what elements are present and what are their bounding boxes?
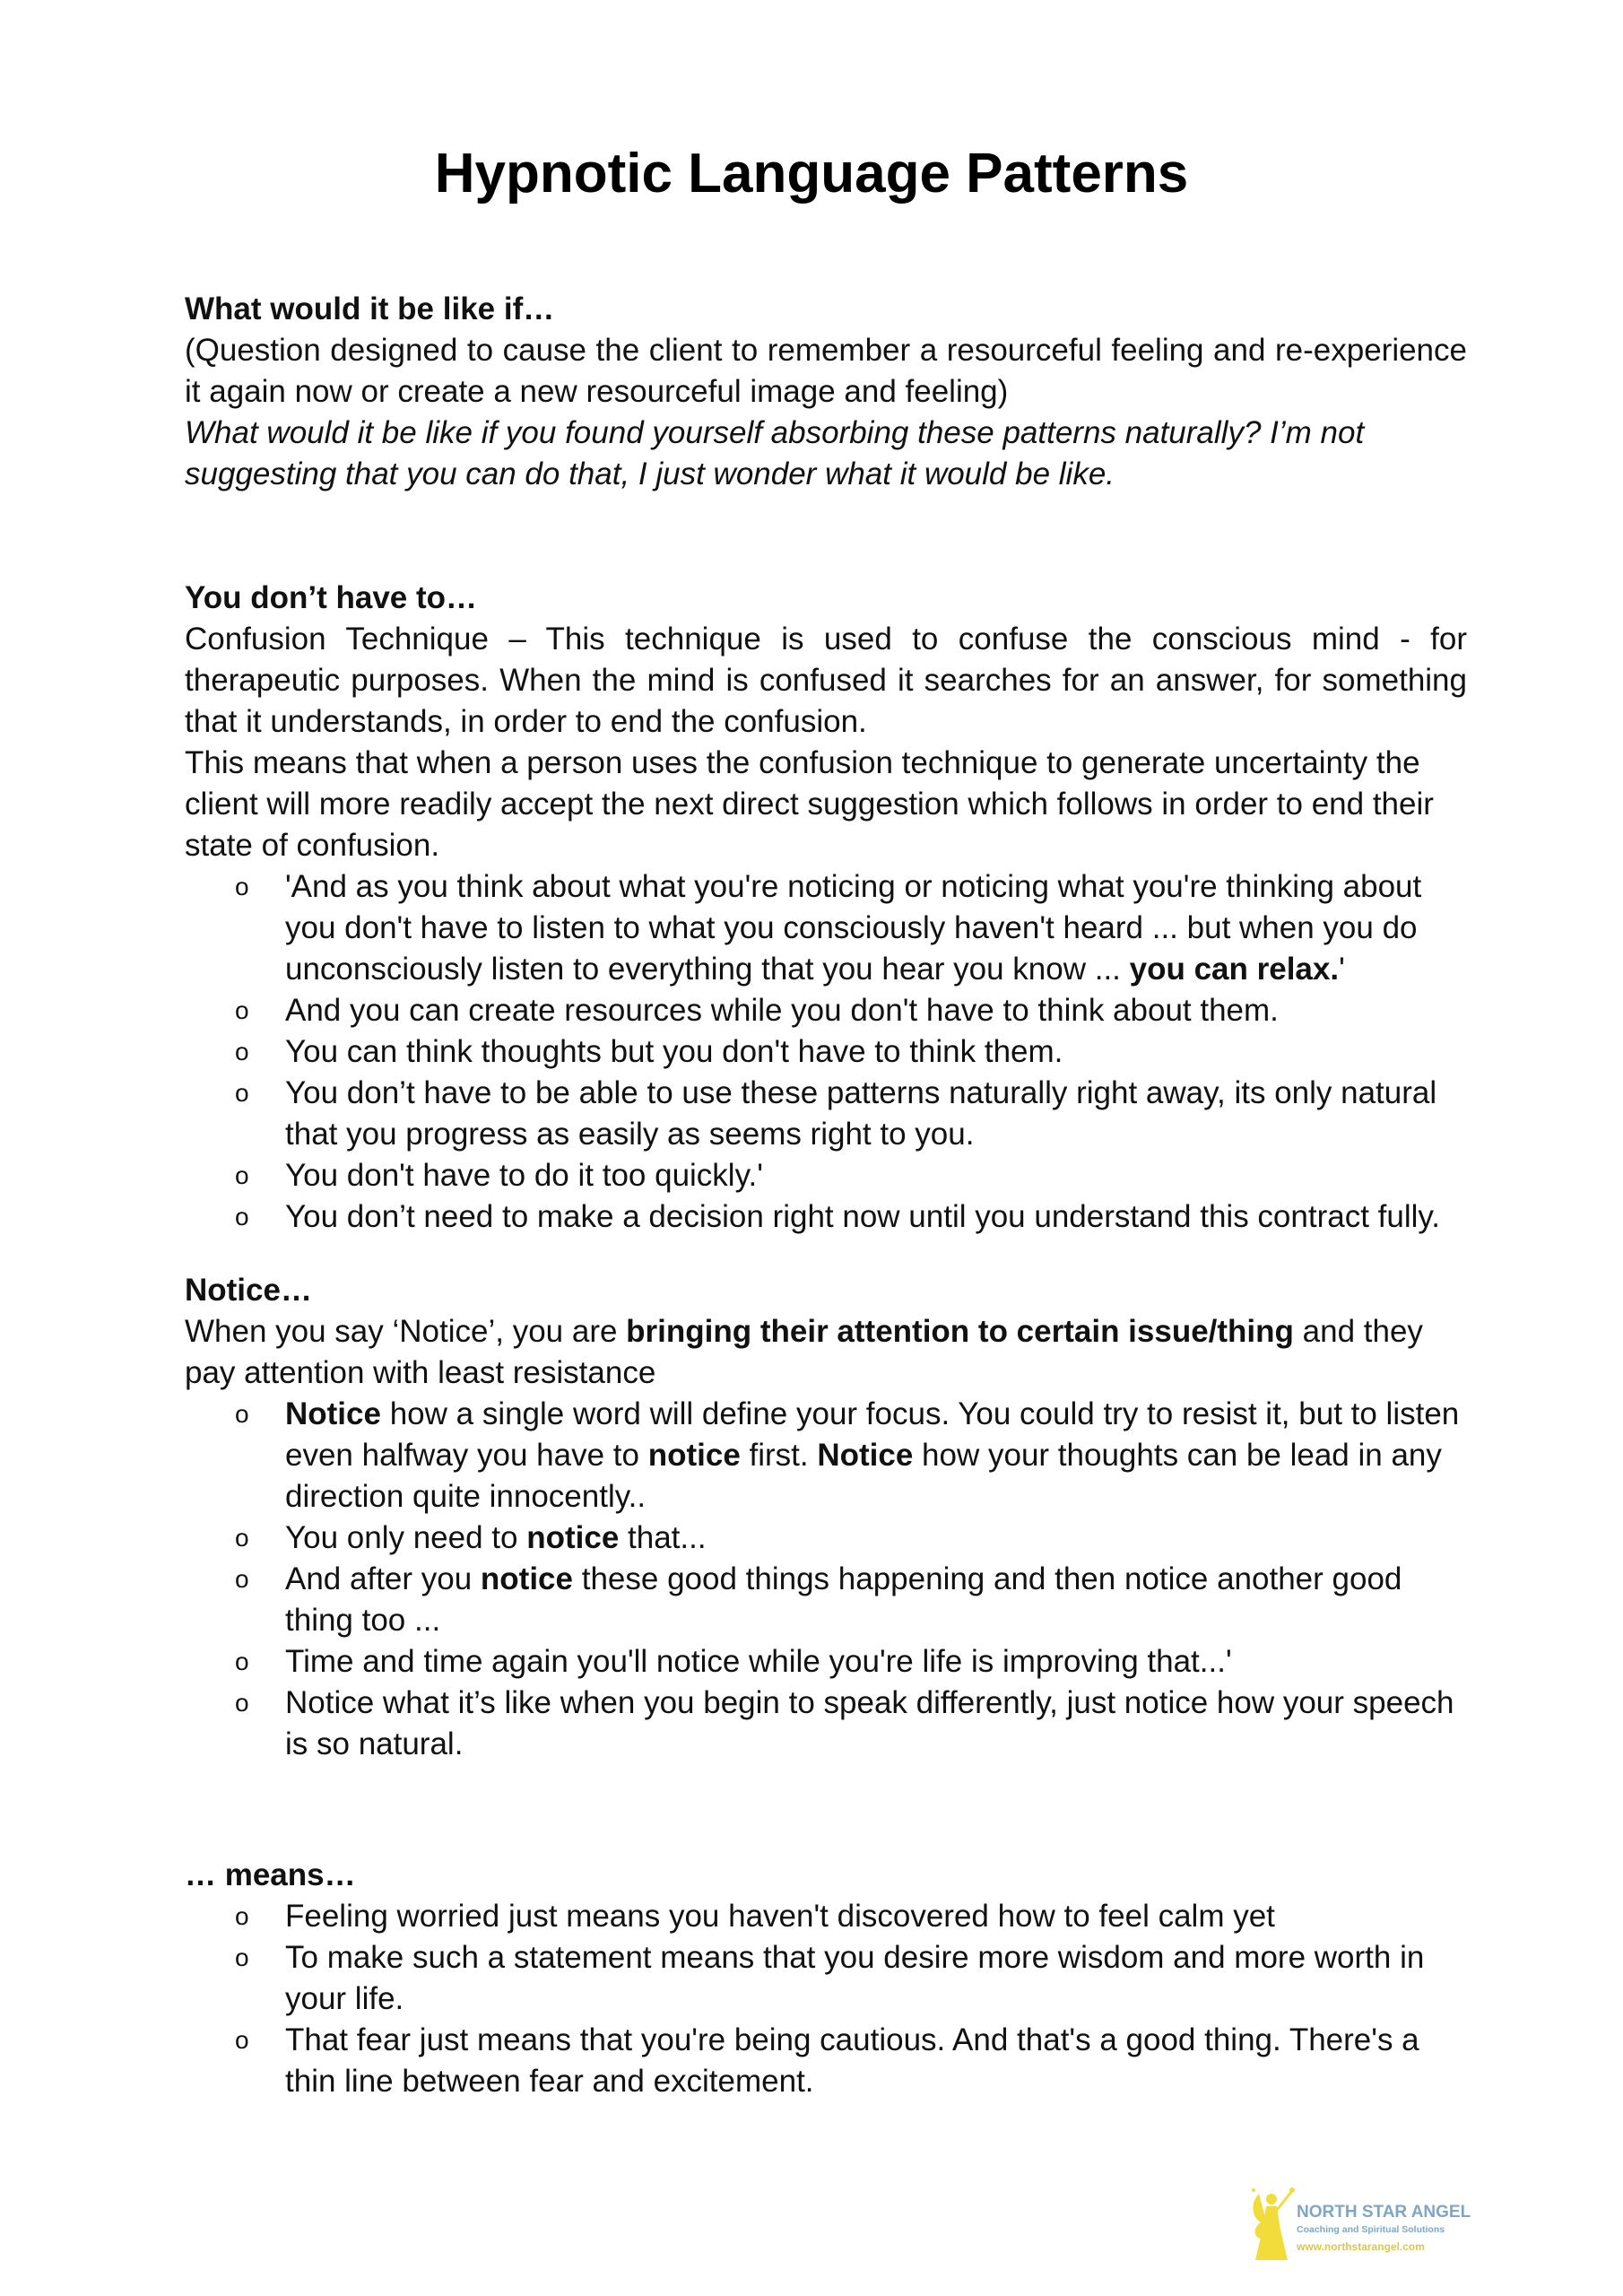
bullet-circle-icon: o <box>235 2026 249 2054</box>
section-paragraph: This means that when a person uses the confusion technique to generate uncertainty the client will more readily accept the next direct suggestion which follows in order to end their state of confusion. <box>185 745 1434 863</box>
section-heading: What would it be like if… <box>185 291 555 326</box>
list-item <box>185 866 1467 990</box>
list-item-bold: notice <box>526 1520 620 1555</box>
bullet-circle-icon: o <box>235 873 249 900</box>
bullet-circle-icon: o <box>235 1689 249 1717</box>
list-item-text: ' <box>1339 952 1345 987</box>
list-item <box>185 1641 1467 1683</box>
section-heading: … means… <box>185 1857 356 1892</box>
section-heading: Notice… <box>185 1273 312 1308</box>
section-description: (Question designed to cause the client to remember a resourceful feeling and re-experience it again now or create a new resourceful image and feeling) <box>185 333 1467 409</box>
list-item <box>185 1196 1467 1238</box>
bullet-circle-icon: o <box>235 1038 249 1065</box>
bullet-list <box>185 1896 1467 2102</box>
list-item <box>185 1683 1467 1765</box>
list-item <box>185 1518 1467 1559</box>
bullet-circle-icon: o <box>235 1203 249 1231</box>
intro-bold: bringing their attention to certain issue/thing <box>626 1314 1294 1349</box>
logo-tagline: Coaching and Spiritual Solutions <box>1297 2224 1445 2235</box>
angel-fairy-icon <box>1246 2185 1300 2262</box>
bullet-circle-icon: o <box>235 1079 249 1107</box>
page-title: Hypnotic Language Patterns <box>434 143 1189 204</box>
section-heading: You don’t have to… <box>185 580 478 615</box>
list-item <box>185 1031 1467 1073</box>
list-item-text: that... <box>619 1520 707 1555</box>
list-item-text: You don’t need to make a decision right now until you understand this contract fully. <box>285 1199 1441 1234</box>
list-item <box>185 1559 1467 1641</box>
bullet-circle-icon: o <box>235 1648 249 1675</box>
list-item-text: first. <box>740 1438 818 1473</box>
list-item <box>185 1937 1467 2020</box>
list-item <box>185 990 1467 1031</box>
section-intro <box>185 1311 1467 1394</box>
section-means <box>185 1855 1467 2102</box>
list-item <box>185 1896 1467 1937</box>
list-item-text: To make such a statement means that you desire more wisdom and more worth in your life. <box>285 1940 1425 2016</box>
bullet-circle-icon: o <box>235 1524 249 1552</box>
list-item-text: 'And as you think about what you're noticing or noticing what you're thinking about you don't have to listen to what you consciously haven't heard ... but when you do unconsciously listen to everything that you hear you know ... <box>285 869 1422 987</box>
logo-website-link[interactable]: www.northstarangel.com <box>1297 2240 1425 2253</box>
bullet-circle-icon: o <box>235 1400 249 1428</box>
list-item-bold: notice <box>647 1438 741 1473</box>
section-notice <box>185 1270 1467 1765</box>
north-star-angel-logo <box>1246 2185 1506 2266</box>
list-item-bold: notice <box>480 1561 573 1596</box>
intro-text: and they pay attention with least resistance <box>185 1314 1423 1390</box>
list-item <box>185 1394 1467 1518</box>
list-item <box>185 1073 1467 1155</box>
bullet-list <box>185 1394 1467 1765</box>
list-item-text: And after you <box>285 1561 481 1596</box>
list-item-text: these good things happening and then notice another good thing too ... <box>285 1561 1402 1638</box>
list-item <box>185 1155 1467 1196</box>
list-item-text: You only need to <box>285 1520 527 1555</box>
list-item <box>185 2020 1467 2102</box>
list-item-text: You don't have to do it too quickly.' <box>285 1158 763 1193</box>
section-what-would-it-be-like <box>185 289 1467 495</box>
list-item-text: You don’t have to be able to use these patterns naturally right away, its only natural that you progress as easily as seems right to you. <box>285 1075 1437 1152</box>
list-item-bold: Notice <box>817 1438 914 1473</box>
intro-text: When you say ‘Notice’, you are <box>185 1314 627 1349</box>
list-item-text: how your thoughts can be lead in any direction quite innocently.. <box>285 1438 1442 1514</box>
section-paragraph: Confusion Technique – This technique is used to confuse the conscious mind - for therapeutic purposes. When the mind is confused it searches for an answer, for something that it understands, in order to end the confusion. <box>185 622 1467 739</box>
list-item-text: You can think thoughts but you don't have to think them. <box>285 1034 1063 1069</box>
list-item-text: Time and time again you'll notice while you're life is improving that...' <box>285 1644 1232 1679</box>
bullet-circle-icon: o <box>235 1161 249 1189</box>
list-item-text: Notice what it’s like when you begin to speak differently, just notice how your speech is so natural. <box>285 1685 1454 1761</box>
list-item-text: That fear just means that you're being cautious. And that's a good thing. There's a thin line between fear and excitement. <box>285 2022 1419 2099</box>
list-item-bold: you can relax. <box>1129 952 1340 987</box>
bullet-circle-icon: o <box>235 1565 249 1593</box>
list-item-text: And you can create resources while you don't have to think about them. <box>285 993 1279 1028</box>
logo-name: NORTH STAR ANGEL <box>1297 2203 1471 2222</box>
bullet-list <box>185 866 1467 1238</box>
section-example: What would it be like if you found yourself absorbing these patterns naturally? I’m not suggesting that you can do that, I just wonder what it would be like. <box>185 415 1365 491</box>
list-item-bold: Notice <box>285 1396 381 1431</box>
bullet-circle-icon: o <box>235 1944 249 1971</box>
section-you-dont-have-to <box>185 578 1467 1238</box>
document-content <box>185 289 1467 2102</box>
bullet-circle-icon: o <box>235 1902 249 1930</box>
bullet-circle-icon: o <box>235 996 249 1024</box>
list-item-text: how a single word will define your focus. You could try to resist it, but to listen even halfway you have to <box>285 1396 1460 1473</box>
list-item-text: Feeling worried just means you haven't discovered how to feel calm yet <box>285 1899 1275 1934</box>
